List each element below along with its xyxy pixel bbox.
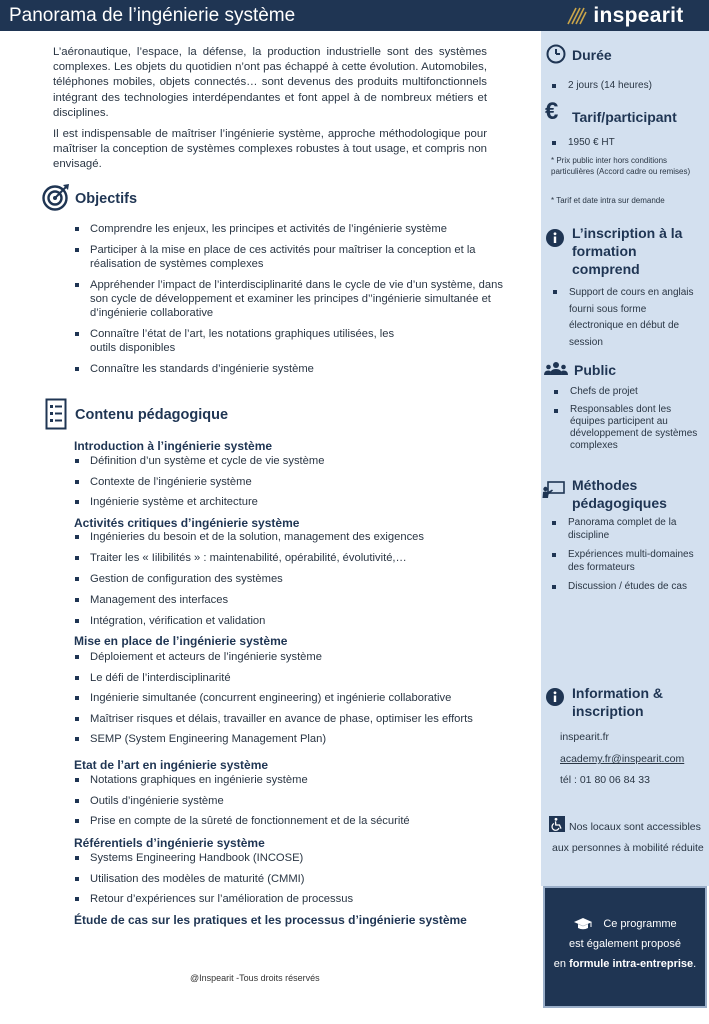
intro-paragraph-2: Il est indispensable de maîtriser l’ingénierie système, approche méthodologique pour maîtriser la conception de systèmes complexes robustes à tout usage, et compris non envisagé.	[53, 128, 487, 171]
section-heading: Référentiels d’ingénierie système	[74, 836, 265, 850]
document-list-icon	[45, 398, 67, 430]
list-item: Prise en compte de la sûreté de fonctionnement et de la sécurité	[74, 814, 514, 828]
footer-copyright: @Inspearit -Tous droits réservés	[190, 973, 320, 983]
clock-icon	[546, 44, 566, 64]
tarif-note-2: * Tarif et date intra sur demande	[551, 196, 665, 205]
list-item: Intégration, vérification et validation	[74, 614, 514, 628]
list-item: Expériences multi-domaines des formateurs	[551, 548, 701, 574]
tarif-list	[551, 136, 701, 155]
list-item: 1950 € HT	[551, 136, 701, 149]
duree-list	[551, 79, 701, 98]
list-item: Ingénierie simultanée (concurrent engineering) et ingénierie collaborative	[74, 691, 514, 705]
list-item: Utilisation des modèles de maturité (CMMI)	[74, 872, 514, 886]
list-item: Traiter les « Iilibilités » : maintenabilité, opérabilité, évolutivité,…	[74, 551, 514, 565]
list-item: Connaître l’état de l’art, les notations graphiques utilisées, les outils disponibles	[74, 327, 420, 355]
section-heading: Introduction à l’ingénierie système	[74, 439, 273, 453]
objectifs-list	[74, 222, 506, 376]
brand-logo	[541, 0, 709, 31]
intra-entreprise-banner	[543, 886, 707, 1008]
section-list	[74, 851, 514, 906]
info-icon	[546, 688, 564, 706]
list-item: Ingénierie système et architecture	[74, 495, 514, 509]
section-list	[74, 530, 514, 628]
list-item: Retour d’expériences sur l’amélioration de processus	[74, 892, 514, 906]
list-item: 2 jours (14 heures)	[551, 79, 701, 92]
list-item: Connaître les standards d’ingénierie système	[74, 362, 506, 376]
list-item: Support de cours en anglais fourni sous forme électronique en début de session	[552, 285, 702, 351]
inscription-title: L’inscription à la formation comprend	[572, 225, 683, 277]
methodes-title: Méthodes pédagogiques	[572, 477, 667, 511]
public-title: Public	[574, 362, 617, 378]
users-icon	[544, 361, 568, 377]
tarif-title: Tarif/participant	[572, 109, 677, 125]
list-item: Contexte de l’ingénierie système	[74, 475, 514, 489]
public-list	[553, 385, 703, 458]
list-item: Gestion de configuration des systèmes	[74, 572, 514, 586]
euro-icon: €	[545, 98, 559, 125]
info-site[interactable]: inspearit.fr	[560, 731, 610, 743]
intra-entreprise-label: formule intra-entreprise	[569, 958, 694, 970]
list-item: Déploiement et acteurs de l’ingénierie système	[74, 650, 514, 664]
list-item: Chefs de projet	[553, 385, 703, 398]
cta-line-2: est également proposé	[569, 938, 681, 950]
contenu-title: Contenu pédagogique	[75, 407, 229, 423]
list-item: SEMP (System Engineering Management Plan)	[74, 732, 514, 746]
graduation-cap-icon	[573, 917, 593, 931]
methodes-list	[551, 516, 701, 599]
objectifs-title: Objectifs	[75, 191, 138, 207]
section-list	[74, 773, 514, 828]
list-item: Systems Engineering Handbook (INCOSE)	[74, 851, 514, 865]
info-title: Information & inscription	[572, 685, 663, 719]
target-icon	[42, 183, 70, 211]
section-heading: Mise en place de l’ingénierie système	[74, 634, 288, 648]
section-heading: Etat de l’art en ingénierie système	[74, 758, 269, 772]
list-item: Le défi de l’interdisciplinarité	[74, 671, 514, 685]
list-item: Maîtriser risques et délais, travailler en avance de phase, optimiser les efforts	[74, 712, 514, 726]
list-item: Participer à la mise en place de ces activités pour maîtriser la conception et la réalisation de systèmes complexes	[74, 243, 506, 271]
list-item: Responsables dont les équipes participent au développement de systèmes complexes	[553, 404, 703, 452]
list-item: Appréhender l’impact de l’interdisciplinarité dans le cycle de vie d’un système, dans son cycle de développement et examiner les principes d’’ingénierie simultanée et d’ingénierie collaborative	[74, 278, 506, 320]
document-title: Panorama de l’ingénierie système	[0, 0, 541, 31]
intro-paragraph-1: L’aéronautique, l’espace, la défense, la production industrielle sont des systèmes complexes. Les objets du quotidien n’ont pas échappé à cette évolution. Automobiles, téléphones mobiles, objets connectés… sont devenus des produits multifonctionnels intégrant des technologies interdépendantes et font appel à de nombreux métiers et disciplines.	[53, 46, 487, 119]
access-text: Nos locaux sont accessibles aux personnes à mobilité réduite	[552, 821, 704, 854]
list-item: Management des interfaces	[74, 593, 514, 607]
list-item: Comprendre les enjeux, les principes et activités de l’ingénierie système	[74, 222, 506, 236]
duree-title: Durée	[572, 47, 612, 63]
info-icon	[546, 229, 564, 247]
main-content	[0, 31, 541, 1024]
tarif-note-1: * Prix public inter hors conditions particulières (Accord cadre ou remises)	[551, 156, 691, 176]
list-item: Notations graphiques en ingénierie système	[74, 773, 514, 787]
list-item: Discussion / études de cas	[551, 580, 701, 593]
brand-name: inspearit	[593, 3, 684, 27]
info-phone: tél : 01 80 06 84 33	[560, 774, 650, 786]
info-email-link[interactable]: academy.fr@inspearit.com	[560, 753, 685, 765]
inspearit-logo-icon	[566, 6, 588, 26]
list-item: Ingénieries du besoin et de la solution, management des exigences	[74, 530, 514, 544]
list-item: Panorama complet de la discipline	[551, 516, 701, 542]
section-list	[74, 454, 514, 509]
section-list	[74, 650, 514, 746]
list-item: Outils d’ingénierie système	[74, 794, 514, 808]
final-section-heading: Étude de cas sur les pratiques et les processus d’ingénierie système	[74, 913, 467, 927]
section-heading: Activités critiques d’ingénierie système	[74, 516, 300, 530]
cta-line-1: Ce programme	[545, 914, 705, 934]
list-item: Définition d’un système et cycle de vie système	[74, 454, 514, 468]
intro-text	[53, 45, 487, 179]
inscription-list	[552, 285, 702, 357]
cta-line-3: en formule intra-entreprise.	[553, 958, 697, 970]
presentation-board-icon	[542, 481, 566, 499]
